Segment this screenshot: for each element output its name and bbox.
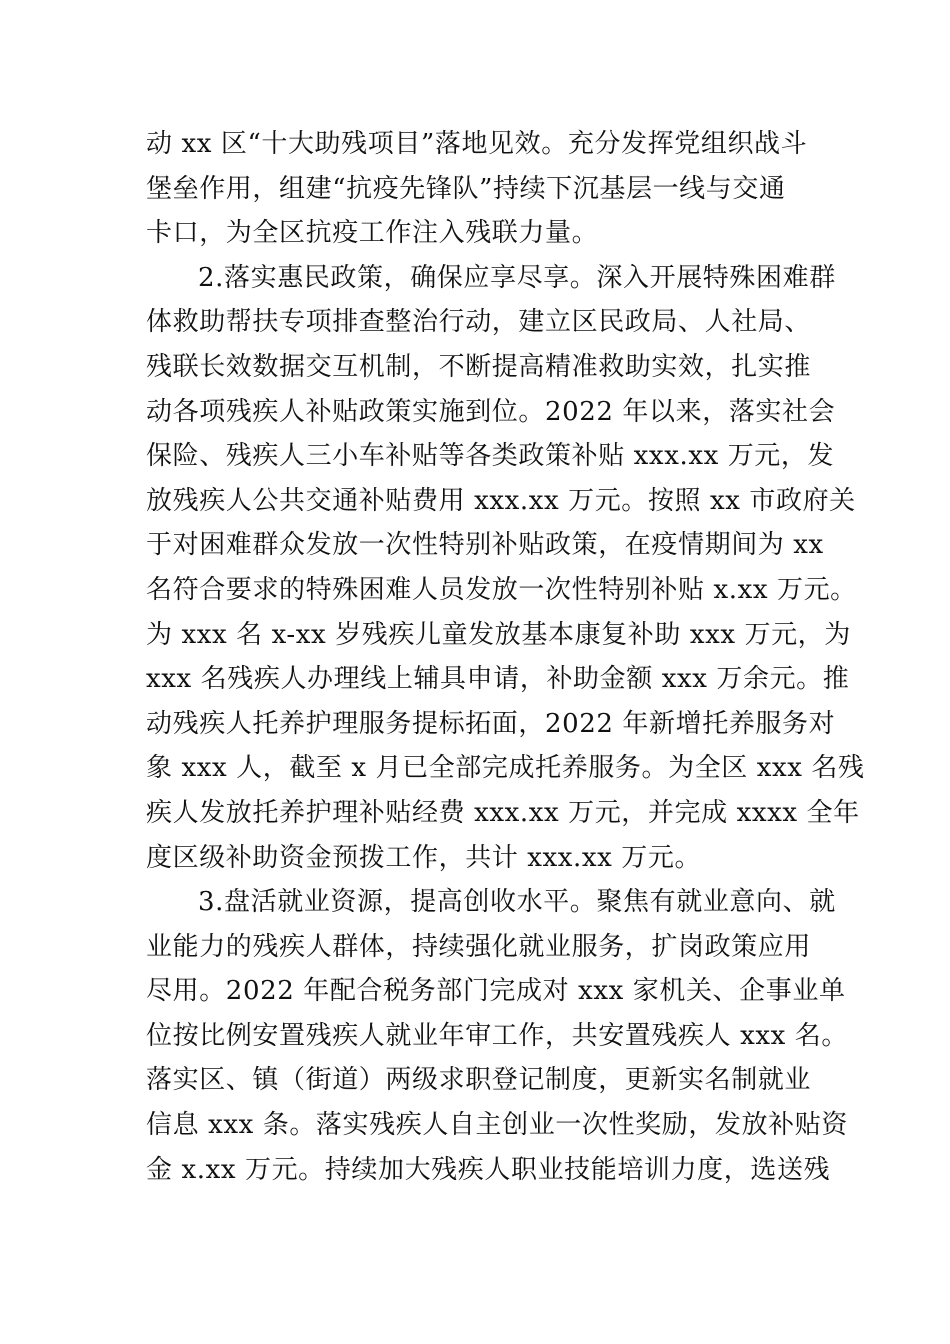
text-line: 堡垒作用，组建“抗疫先锋队”持续下沉基层一线与交通 bbox=[146, 173, 786, 204]
text-line: 度区级补助资金预拨工作，共计 xxx.xx 万元。 bbox=[146, 842, 702, 873]
text-line: 业能力的残疾人群体，持续强化就业服务，扩岗政策应用 bbox=[146, 931, 812, 962]
text-line: 尽用。2022 年配合税务部门完成对 xxx 家机关、企事业单 bbox=[146, 976, 846, 1007]
text-line: 疾人发放托养护理补贴经费 xxx.xx 万元，并完成 xxxx 全年 bbox=[146, 797, 860, 828]
text-line: 动各项残疾人补贴政策实施到位。2022 年以来，落实社会 bbox=[146, 396, 836, 427]
text-line: 位按比例安置残疾人就业年审工作，共安置残疾人 xxx 名。 bbox=[146, 1020, 848, 1051]
text-line: 卡口，为全区抗疫工作注入残联力量。 bbox=[146, 218, 599, 249]
text-line: 放残疾人公共交通补贴费用 xxx.xx 万元。按照 xx 市政府关 bbox=[146, 485, 856, 516]
text-line: 为 xxx 名 x-xx 岁残疾儿童发放基本康复补助 xxx 万元，为 bbox=[146, 619, 851, 650]
text-line: 动残疾人托养护理服务提标拓面，2022 年新增托养服务对 bbox=[146, 708, 836, 739]
text-line: 动 xx 区“十大助残项目”落地见效。充分发挥党组织战斗 bbox=[146, 129, 808, 159]
paragraph-heading-3: 3.盘活就业资源，提高创收水平。聚焦有就业意向、就 bbox=[198, 887, 836, 918]
text-line: 残联长效数据交互机制，不断提高精准救助实效，扎实推 bbox=[146, 351, 812, 382]
text-line: xxx 名残疾人办理线上辅具申请，补助金额 xxx 万余元。推 bbox=[146, 664, 850, 695]
text-line: 体救助帮扶专项排查整治行动，建立区民政局、人社局、 bbox=[146, 307, 812, 338]
text-line: 金 x.xx 万元。持续加大残疾人职业技能培训力度，选送残 bbox=[146, 1154, 831, 1185]
paragraph-heading-2: 2.落实惠民政策，确保应享尽享。深入开展特殊困难群 bbox=[198, 262, 836, 293]
text-line: 象 xxx 人，截至 x 月已全部完成托养服务。为全区 xxx 名残 bbox=[146, 753, 865, 784]
text-line: 名符合要求的特殊困难人员发放一次性特别补贴 x.xx 万元。 bbox=[146, 574, 857, 605]
text-line: 保险、残疾人三小车补贴等各类政策补贴 xxx.xx 万元，发 bbox=[146, 441, 835, 472]
text-line: 落实区、镇（街道）两级求职登记制度，更新实名制就业 bbox=[146, 1065, 812, 1096]
document-body bbox=[146, 122, 865, 1192]
text-line: 于对困难群众发放一次性特别补贴政策，在疫情期间为 xx bbox=[146, 530, 824, 561]
text-line: 信息 xxx 条。落实残疾人自主创业一次性奖励，发放补贴资 bbox=[146, 1110, 848, 1141]
